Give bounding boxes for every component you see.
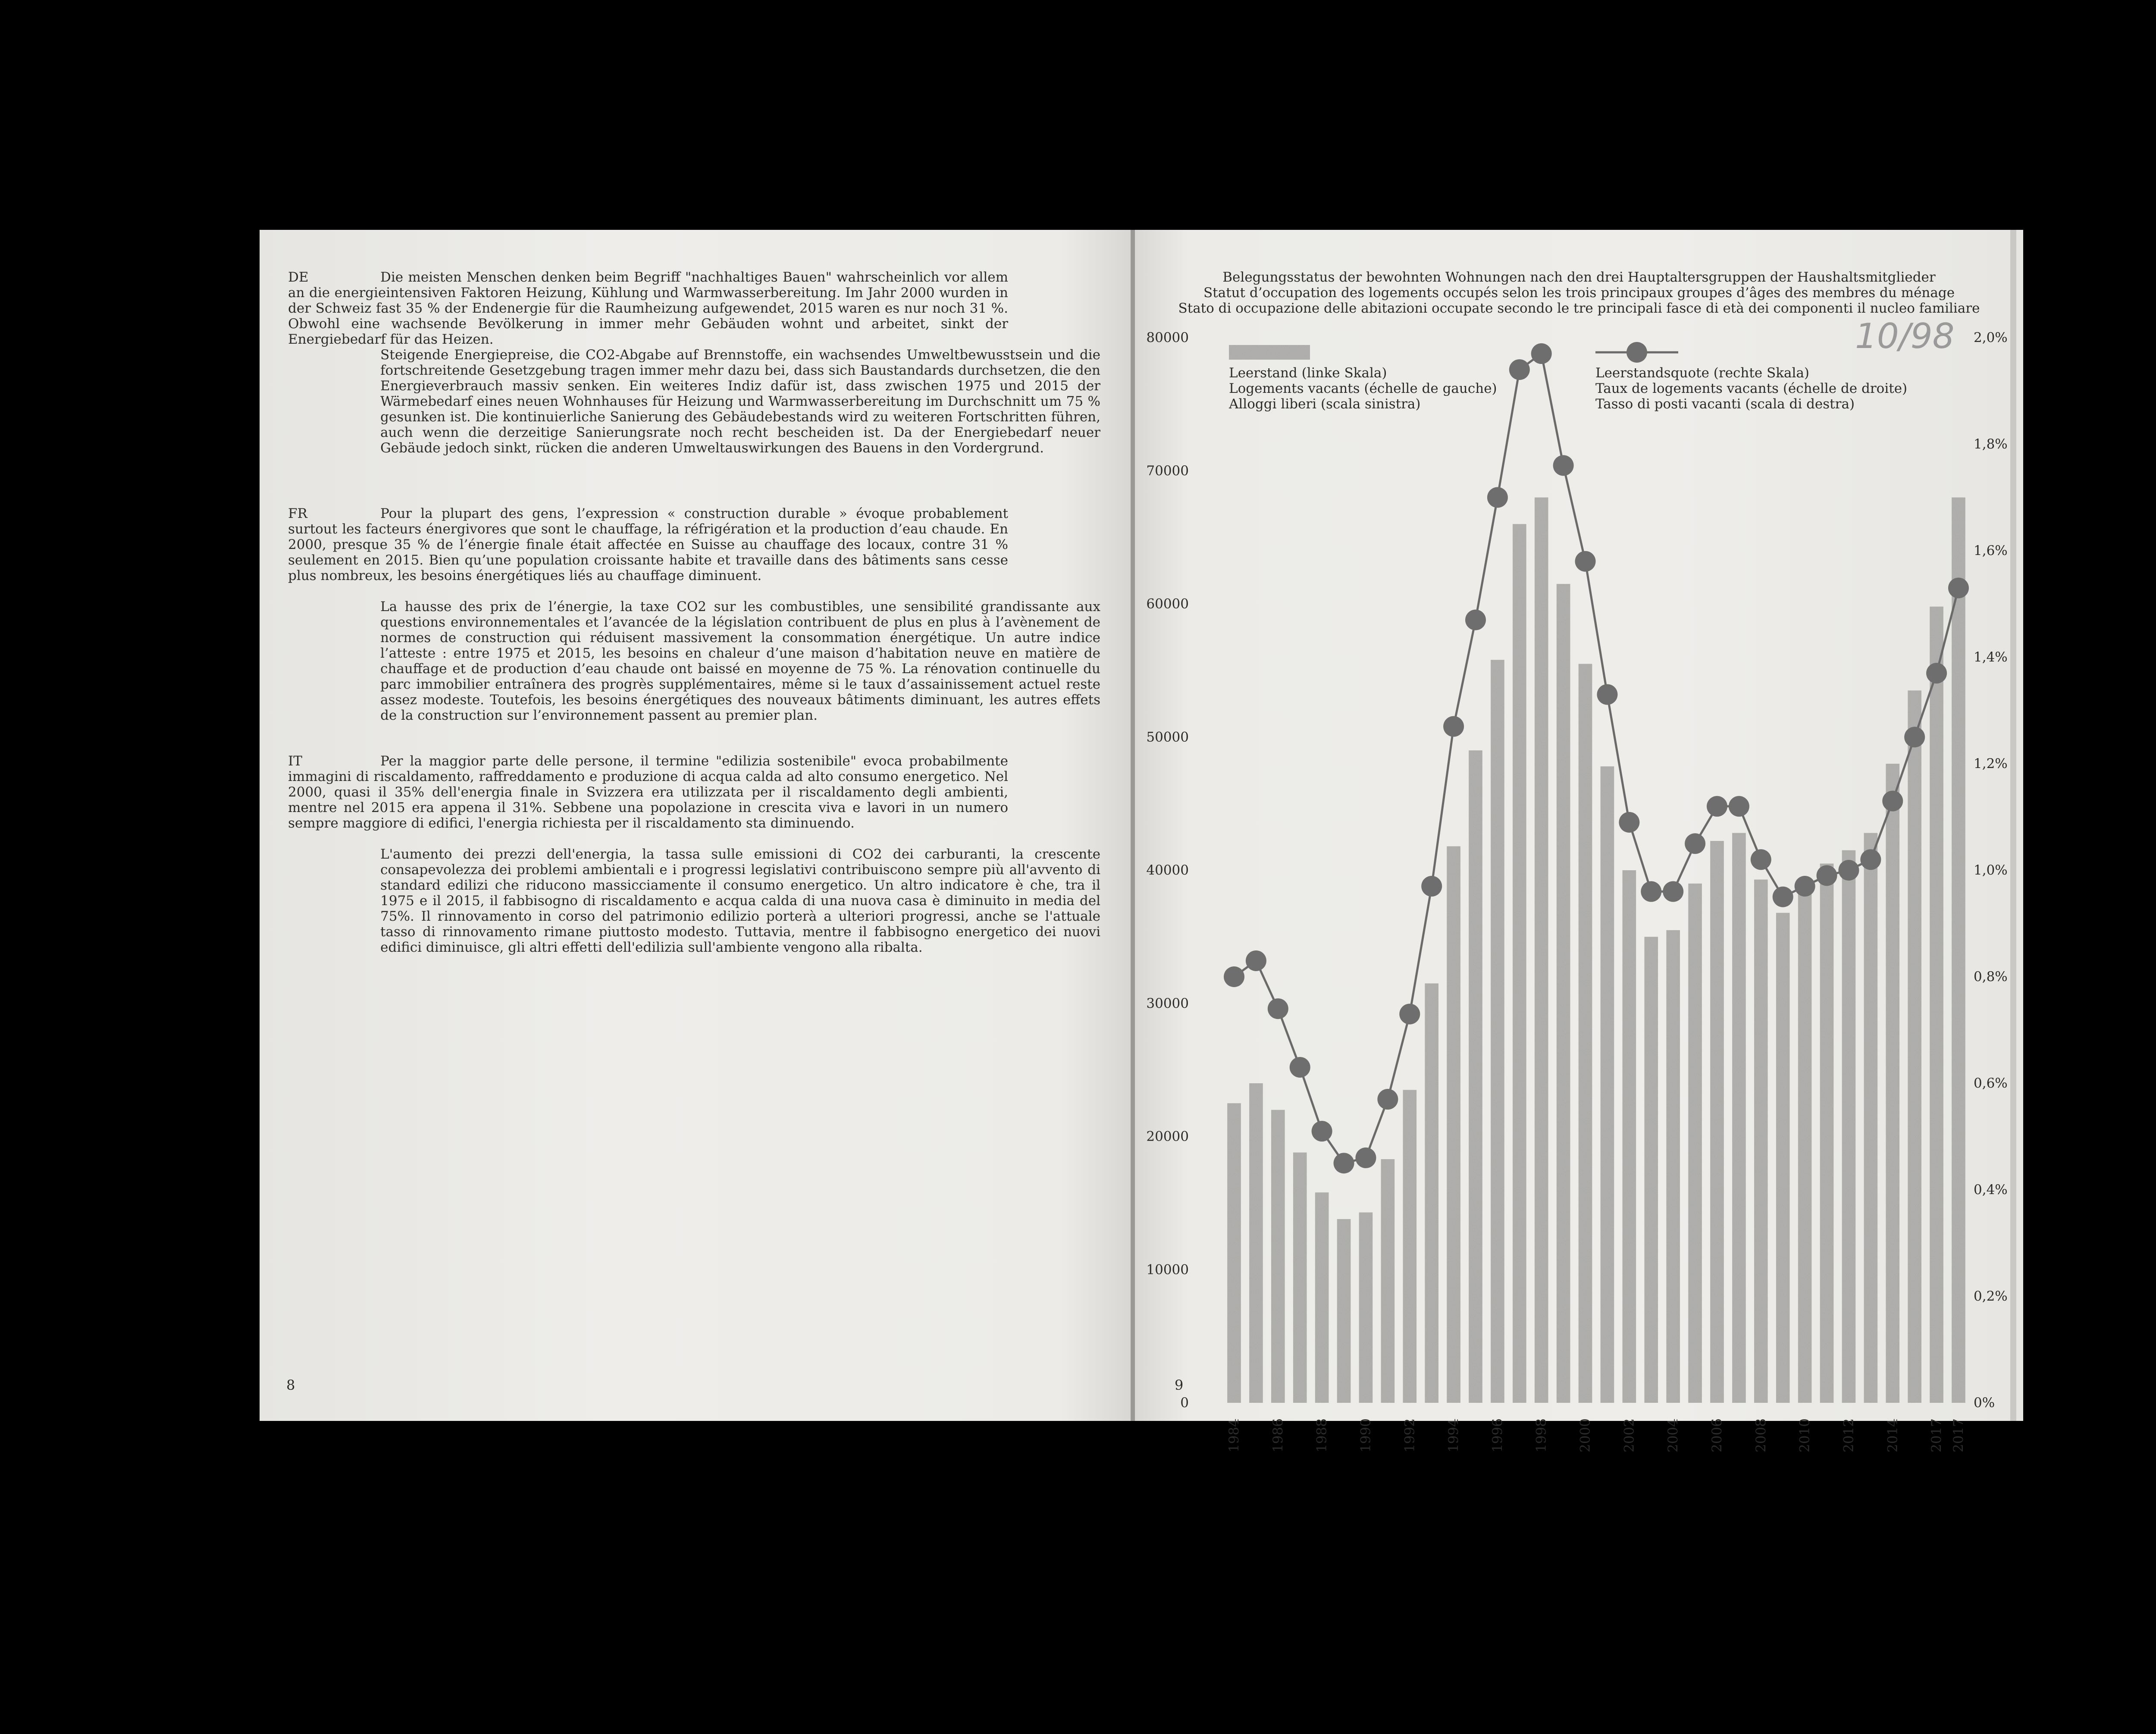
bar-vacant-dwellings bbox=[1732, 833, 1746, 1403]
right-axis-tick-label: 0,6% bbox=[1974, 1076, 2008, 1091]
x-axis-tick-label: 2004 bbox=[1665, 1418, 1681, 1452]
point-vacancy-rate bbox=[1377, 1089, 1398, 1110]
left-axis-tick-label: 70000 bbox=[1146, 463, 1189, 479]
point-vacancy-rate bbox=[1641, 881, 1661, 902]
point-vacancy-rate bbox=[1926, 663, 1947, 684]
bar-vacant-dwellings bbox=[1491, 660, 1504, 1403]
point-vacancy-rate bbox=[1685, 833, 1705, 854]
point-vacancy-rate bbox=[1334, 1153, 1354, 1173]
vacancy-chart bbox=[1135, 316, 2023, 1452]
point-vacancy-rate bbox=[1487, 487, 1508, 508]
right-axis-tick-label: 1,6% bbox=[1974, 543, 2008, 558]
paragraph-de-1: Die meisten Menschen denken beim Begriff "nachhaltiges Bauen" wahrscheinlich vor allem an die energieintensiven Faktoren Heizung, Kühlung und Warmwasserbereitung. Im Jahr 2000 wurden in der Schweiz fast 35 % der Endenergie für die Raumheizung aufgewendet, 2015 waren es nur noch 31 %. Obwohl eine wachsende Bevölkerung in immer mehr Gebäuden wohnt und arbeitet, sinkt der Energiebedarf für das Heizen. bbox=[288, 270, 1008, 347]
spine-gutter bbox=[1131, 230, 1135, 1421]
left-axis-tick-label: 50000 bbox=[1146, 729, 1189, 745]
point-vacancy-rate bbox=[1465, 610, 1486, 630]
paragraph-fr-1: Pour la plupart des gens, l’expression « construction durable » évoque probablement surtout les facteurs énergivores que sont le chauffage, la réfrigération et la production d’eau chaude. En 2000, presque 35 % de l’énergie finale était affectée en Suisse au chauffage des locaux, contre 31 % seulement en 2015. Bien qu’une population croissante habite et travaille dans des bâtiments sans cesse plus nombreux, les besoins énergétiques liés au chauffage diminuent. bbox=[288, 506, 1008, 583]
handwritten-note: 10/98 bbox=[1855, 316, 1955, 356]
bar-vacant-dwellings bbox=[1930, 607, 1943, 1403]
point-vacancy-rate bbox=[1553, 455, 1574, 476]
bar-vacant-dwellings bbox=[1425, 983, 1438, 1403]
bar-vacant-dwellings bbox=[1249, 1083, 1263, 1403]
left-axis-tick-label: 20000 bbox=[1146, 1129, 1189, 1145]
point-vacancy-rate bbox=[1773, 887, 1793, 907]
paragraph-it-2: L'aumento dei prezzi dell'energia, la tassa sulle emissioni di CO2 dei carburanti, la crescente consapevolezza dei problemi ambientali e i progressi legislativi contribuiscono sempre più all'avvento di standard edilizi che riducono massicciamente il consumo energetico. Un altro indicatore è che, tra il 1975 e il 2015, il fabbisogno di riscaldamento e acqua calda di una nuova casa è diminuito in media del 75%. Il rinnovamento in corso del patrimonio edilizio porterà a ulteriori progressi, anche se l'attuale tasso di rinnovamento rimane piuttosto modesto. Tuttavia, mentre il fabbisogno energetico dei nuovi edifici diminuisce, gli altri effetti dell'edilizia sull'ambiente vengono alla ribalta. bbox=[380, 847, 1100, 955]
legend-bar-swatch bbox=[1229, 345, 1310, 360]
point-vacancy-rate bbox=[1355, 1148, 1376, 1168]
x-axis-tick-label: 1986 bbox=[1270, 1418, 1286, 1452]
bar-vacant-dwellings bbox=[1337, 1219, 1351, 1403]
bar-vacant-dwellings bbox=[1535, 498, 1548, 1403]
bar-vacant-dwellings bbox=[1952, 498, 1965, 1403]
point-vacancy-rate bbox=[1531, 343, 1552, 364]
right-axis-tick-label: 1,4% bbox=[1974, 649, 2008, 665]
bar-vacant-dwellings bbox=[1908, 690, 1921, 1403]
bar-vacant-dwellings bbox=[1359, 1212, 1373, 1403]
lang-label-it: IT bbox=[288, 753, 302, 769]
point-vacancy-rate bbox=[1817, 865, 1837, 886]
x-axis-tick-label: 1990 bbox=[1358, 1418, 1374, 1452]
bar-vacant-dwellings bbox=[1469, 750, 1482, 1403]
bar-vacant-dwellings bbox=[1886, 764, 1899, 1403]
x-axis-tick-label: 2017 bbox=[1951, 1418, 1966, 1452]
x-axis-tick-label: 2000 bbox=[1577, 1418, 1593, 1452]
x-axis-tick-label: 2010 bbox=[1797, 1418, 1813, 1452]
right-axis-tick-label: 1,0% bbox=[1974, 862, 2008, 878]
x-axis-tick-label: 1994 bbox=[1446, 1418, 1462, 1452]
point-vacancy-rate bbox=[1751, 849, 1771, 870]
left-axis-tick-label: 10000 bbox=[1146, 1262, 1189, 1278]
point-vacancy-rate bbox=[1509, 359, 1530, 380]
chart-title-fr: Statut d’occupation des logements occupés selon les trois principaux groupes d’âges des membres du ménage bbox=[1203, 285, 1955, 301]
bar-vacant-dwellings bbox=[1579, 664, 1592, 1403]
point-vacancy-rate bbox=[1707, 796, 1727, 817]
point-vacancy-rate bbox=[1663, 881, 1683, 902]
point-vacancy-rate bbox=[1246, 950, 1266, 971]
legend-bar-label-de: Leerstand (linke Skala) bbox=[1229, 365, 1387, 381]
right-axis-tick-label: 0,8% bbox=[1974, 969, 2008, 985]
x-axis-tick-label: 1984 bbox=[1226, 1418, 1242, 1452]
bar-vacant-dwellings bbox=[1315, 1192, 1329, 1403]
bar-vacant-dwellings bbox=[1776, 913, 1790, 1403]
lang-label-de: DE bbox=[288, 270, 309, 285]
bar-vacant-dwellings bbox=[1688, 884, 1702, 1403]
page-number-left: 8 bbox=[286, 1377, 295, 1393]
bar-vacant-dwellings bbox=[1864, 833, 1878, 1403]
x-axis-tick-label: 2002 bbox=[1621, 1418, 1637, 1452]
point-vacancy-rate bbox=[1838, 860, 1859, 881]
point-vacancy-rate bbox=[1224, 966, 1244, 987]
right-axis-tick-label: 0,2% bbox=[1974, 1289, 2008, 1304]
legend-bar-label-fr: Logements vacants (échelle de gauche) bbox=[1229, 381, 1497, 396]
chart-title-it: Stato di occupazione delle abitazioni occupate secondo le tre principali fasce di età dei componenti il nucleo familiare bbox=[1178, 301, 1980, 316]
point-vacancy-rate bbox=[1795, 876, 1815, 897]
paragraph-fr-2: La hausse des prix de l’énergie, la taxe CO2 sur les combustibles, une sensibilité grandissante aux questions environnementales et l’avancée de la législation contribuent de plus en plus à l’avènement de normes de construction qui réduisent massivement la consommation énergétique. Un autre indice l’atteste : entre 1975 et 2015, les besoins en chaleur d’une maison d’habitation neuve en matière de chauffage et de production d’eau chaude ont baissé en moyenne de 75 %. La rénovation continuelle du parc immobilier entraînera des progrès supplémentaires, même si le taux d’assainissement actuel reste assez modeste. Toutefois, les besoins énergétiques des nouveaux bâtiments diminuant, les autres effets de la construction sur l’environnement passent au premier plan. bbox=[380, 599, 1100, 723]
x-axis-tick-label: 1992 bbox=[1402, 1418, 1418, 1452]
bar-vacant-dwellings bbox=[1710, 841, 1724, 1403]
bar-vacant-dwellings bbox=[1623, 870, 1636, 1403]
point-vacancy-rate bbox=[1860, 849, 1881, 870]
point-vacancy-rate bbox=[1268, 998, 1288, 1019]
legend-line-marker bbox=[1626, 342, 1647, 363]
point-vacancy-rate bbox=[1597, 684, 1617, 705]
x-axis-tick-label: 1988 bbox=[1314, 1418, 1330, 1452]
right-axis-tick-label: 0,4% bbox=[1974, 1182, 2008, 1198]
paragraph-it-1: Per la maggior parte delle persone, il termine "edilizia sostenibile" evoca probabilmente immagini di riscaldamento, raffreddamento e produzione di acqua calda ad alto consumo energetico. Nel 2000, quasi il 35% dell'energia finale in Svizzera era utilizzata per il riscaldamento degli ambienti, mentre nel 2015 era appena il 31%. Sebbene una popolazione in crescita viva e lavori in un numero sempre maggiore di edifici, l'energia richiesta per il riscaldamento sta diminuendo. bbox=[288, 753, 1008, 831]
point-vacancy-rate bbox=[1575, 551, 1596, 572]
x-axis-tick-label: 1996 bbox=[1489, 1418, 1505, 1452]
left-axis-tick-label: 80000 bbox=[1146, 330, 1189, 345]
bar-vacant-dwellings bbox=[1447, 846, 1460, 1403]
left-axis-tick-label: 60000 bbox=[1146, 596, 1189, 612]
right-axis-tick-label: 2,0% bbox=[1974, 330, 2008, 345]
point-vacancy-rate bbox=[1290, 1057, 1310, 1078]
x-axis-tick-label: 2008 bbox=[1753, 1418, 1769, 1452]
right-axis-tick-label: 1,2% bbox=[1974, 756, 2008, 771]
x-axis-tick-label: 2014 bbox=[1885, 1418, 1901, 1452]
bar-vacant-dwellings bbox=[1754, 880, 1768, 1403]
left-page bbox=[260, 230, 1131, 1421]
point-vacancy-rate bbox=[1729, 796, 1749, 817]
bar-vacant-dwellings bbox=[1644, 937, 1658, 1403]
bar-vacant-dwellings bbox=[1557, 584, 1570, 1403]
bar-vacant-dwellings bbox=[1820, 864, 1834, 1403]
bar-vacant-dwellings bbox=[1513, 524, 1526, 1403]
point-vacancy-rate bbox=[1399, 1003, 1420, 1024]
x-axis-tick-label: 1998 bbox=[1533, 1418, 1549, 1452]
bar-vacant-dwellings bbox=[1842, 850, 1856, 1403]
bar-vacant-dwellings bbox=[1227, 1103, 1241, 1403]
x-axis-tick-label: 2017 bbox=[1929, 1418, 1945, 1452]
left-axis-tick-label: 0 bbox=[1180, 1395, 1189, 1411]
x-axis-tick-label: 2006 bbox=[1709, 1418, 1725, 1452]
left-axis-tick-label: 40000 bbox=[1146, 862, 1189, 878]
page-number-right: 9 bbox=[1175, 1377, 1184, 1393]
paragraph-de-2: Steigende Energiepreise, die CO2-Abgabe auf Brennstoffe, ein wachsendes Umweltbewusstsein und die fortschreitende Gesetzgebung tragen immer mehr dazu bei, dass sich Baustandards durchsetzen, die den Energieverbrauch massiv senken. Ein weiteres Indiz dafür ist, dass zwischen 1975 und 2015 der Wärmebedarf eines neuen Wohnhauses für Heizung und Warmwasserbereitung im Durchschnitt um 75 % gesunken ist. Die kontinuierliche Sanierung des Gebäudebestands wird zu weiteren Fortschritten führen, auch wenn die derzeitige Sanierungsrate noch recht bescheiden ist. Da der Energiebedarf neuer Gebäude jedoch sinkt, rücken die anderen Umweltauswirkungen des Bauens in den Vordergrund. bbox=[380, 347, 1100, 456]
bar-vacant-dwellings bbox=[1293, 1153, 1307, 1403]
point-vacancy-rate bbox=[1882, 790, 1903, 811]
legend-bar-label-it: Alloggi liberi (scala sinistra) bbox=[1229, 396, 1421, 412]
bar-vacant-dwellings bbox=[1403, 1090, 1416, 1403]
point-vacancy-rate bbox=[1421, 876, 1442, 897]
x-axis-tick-label: 2012 bbox=[1841, 1418, 1857, 1452]
legend-line-label-it: Tasso di posti vacanti (scala di destra) bbox=[1595, 396, 1855, 412]
legend-line-label-fr: Taux de logements vacants (échelle de droite) bbox=[1595, 381, 1908, 396]
book-spread bbox=[260, 230, 2023, 1452]
point-vacancy-rate bbox=[1904, 727, 1925, 747]
legend-line-label-de: Leerstandsquote (rechte Skala) bbox=[1595, 365, 1810, 381]
right-axis-tick-label: 1,8% bbox=[1974, 436, 2008, 452]
right-page bbox=[1135, 230, 2023, 1452]
point-vacancy-rate bbox=[1948, 577, 1969, 598]
point-vacancy-rate bbox=[1619, 812, 1639, 833]
right-axis-tick-label: 0% bbox=[1974, 1395, 1995, 1411]
lang-label-fr: FR bbox=[288, 506, 307, 521]
bar-vacant-dwellings bbox=[1666, 930, 1680, 1403]
chart-title-de: Belegungsstatus der bewohnten Wohnungen nach den drei Hauptaltersgruppen der Haushaltsmitglieder bbox=[1222, 270, 1936, 285]
page-edge bbox=[2010, 230, 2016, 1421]
left-axis-tick-label: 30000 bbox=[1146, 995, 1189, 1011]
point-vacancy-rate bbox=[1443, 716, 1464, 737]
bar-vacant-dwellings bbox=[1381, 1159, 1395, 1403]
bar-vacant-dwellings bbox=[1601, 766, 1614, 1403]
bar-vacant-dwellings bbox=[1271, 1110, 1285, 1403]
point-vacancy-rate bbox=[1312, 1121, 1332, 1141]
bar-vacant-dwellings bbox=[1798, 884, 1812, 1403]
